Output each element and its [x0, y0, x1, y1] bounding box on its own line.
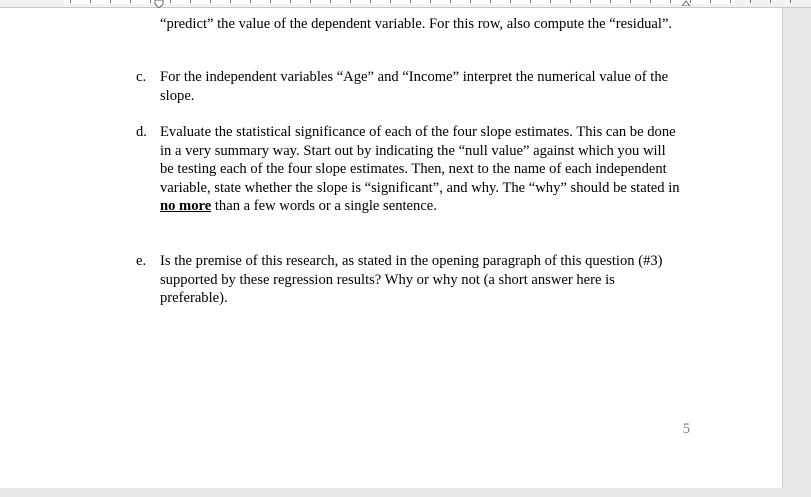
ruler-tick [490, 0, 491, 3]
list-marker: e. [136, 253, 147, 269]
vertical-scrollbar[interactable] [783, 8, 811, 488]
ruler-tick [350, 0, 351, 3]
ruler-tick [130, 0, 131, 3]
ruler-tick [790, 0, 791, 3]
list-item-text: Is the premise of this research, as stated in the opening paragraph of this question (#3) supported by these regression results? Why or why not (a short answer here is preferable). [160, 253, 663, 307]
list-item-text [160, 123, 682, 216]
ruler-tick [410, 0, 411, 3]
ruler-tick [290, 0, 291, 3]
emphasized-text: no more [160, 198, 212, 215]
ruler-tick [450, 0, 451, 3]
ruler-tick [750, 0, 751, 3]
ruler-tick [430, 0, 431, 3]
ruler-tick [770, 0, 771, 3]
ruler-tick [250, 0, 251, 3]
ruler-tick [570, 0, 571, 3]
ruler-tick [530, 0, 531, 3]
ruler-tick [710, 0, 711, 3]
ruler-tick [70, 0, 71, 3]
ruler-tick [470, 0, 471, 3]
ruler-tick [390, 0, 391, 3]
ruler-tick [230, 0, 231, 3]
right-indent-marker[interactable] [681, 0, 691, 6]
ruler-tick [670, 0, 671, 3]
ruler-tick [190, 0, 191, 3]
ruler-tick [650, 0, 651, 3]
ruler-tick [610, 0, 611, 3]
continuation-paragraph: “predict” the value of the dependent variable. For this row, also compute the “residual”. [160, 16, 673, 32]
ruler-tick [310, 0, 311, 3]
ruler-tick [270, 0, 271, 3]
text-segment: than a few words or a single sentence. [211, 198, 437, 215]
list-item-text: For the independent variables “Age” and “Income” interpret the numerical value of the slope. [160, 69, 669, 104]
ruler-tick [730, 0, 731, 3]
ruler-tick [510, 0, 511, 3]
list-marker: d. [136, 124, 147, 140]
text-segment: Evaluate the statistical significance of each of the four slope estimates. This can be done in a very summary way. Start out by indicating the “null value” against which you will be testing each of the four slope estimates. Then, next to the name of each independent variable, state whether the slope is “significant”, and why. The “why” should be stated in [160, 124, 680, 196]
ruler-tick [90, 0, 91, 3]
list-marker: c. [136, 69, 147, 85]
document-page[interactable] [0, 8, 783, 488]
ruler-tick [110, 0, 111, 3]
ruler-tick [370, 0, 371, 3]
ruler-tick [550, 0, 551, 3]
ruler-tick [210, 0, 211, 3]
ruler-tick [630, 0, 631, 3]
page-number: 5 [682, 421, 690, 437]
ruler-tick [330, 0, 331, 3]
window-bottom-edge [0, 488, 811, 497]
ruler-text-area [64, 0, 734, 4]
ruler-tick [150, 0, 151, 3]
ruler-tick [170, 0, 171, 3]
ruler-tick [590, 0, 591, 3]
